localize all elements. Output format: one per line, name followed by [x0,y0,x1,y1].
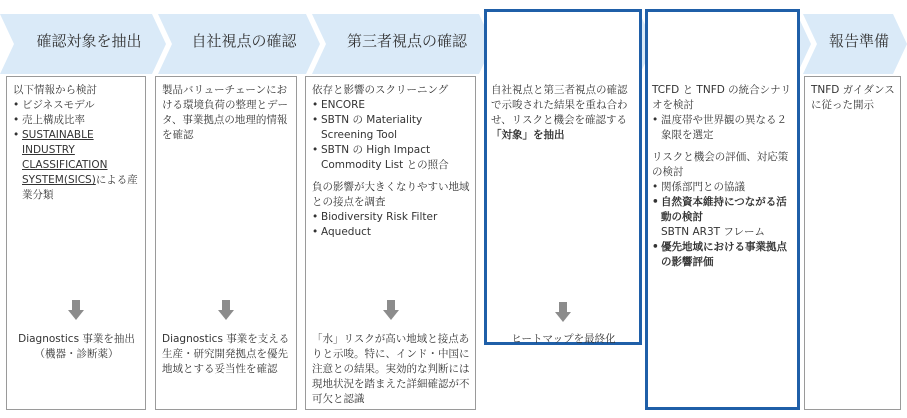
col3-bullet-aqueduct: • Aqueduct [312,225,470,240]
col1-bullet-3 [13,128,140,203]
step-title-6: 報告準備 [828,32,889,50]
col5-intro1: TCFD と TNFD の統合シナリオを検討 [652,84,792,111]
sics-suffix: による産業分類 [22,174,138,201]
column-report-preparation [804,76,901,410]
col2-body: 製品バリューチェーンにおける環境負荷の整理とデータ、事業拠点の地理的情報を確認 [162,84,288,141]
column-2-body [162,83,291,143]
col1-intro: 以下情報から検討 [13,84,97,96]
column-confirm-dependency-impact [484,9,642,345]
col6-body: TNFD ガイダンスに従った開示 [811,84,895,111]
column-extract-target [6,76,146,410]
step-title-3: 第三者視点の確認 [346,32,467,50]
col1-result: Diagnostics 事業を抽出（機器・診断薬） [18,333,135,360]
column-3-body [312,83,470,240]
column-risk-opportunity-evaluation [645,9,800,410]
col3-bullets2 [312,210,470,240]
col3-result: 「水」リスクが高い地域と接点ありと示唆。特に、インド・中国に注意との結果。実効的な判断には現地状況を踏まえた詳細確認が不可欠と認識 [312,333,470,405]
column-5-body [652,83,794,270]
col4-body: 自社視点と第三者視点の確認で示唆された結果を重ね合わせ、リスクと機会を確認する「対象」を抽出 [491,84,628,141]
col3-intro1: 依存と影響のスクリーニング [312,84,449,96]
col5-bullets1 [652,113,794,143]
col5-intro2: リスクと機会の評価、対応策の検討 [652,151,789,178]
sics-link[interactable]: SUSTAINABLE INDUSTRY CLASSIFICATION SYSTEM(SICS) [22,129,108,186]
col5-bullet-priority-area: • 優先地域における事業拠点の影響評価 [652,240,794,270]
down-arrow-icon [218,300,234,322]
col3-bullet-materiality: • SBTN の Materiality Screening Tool [312,113,470,143]
col1-bullets [13,98,140,203]
step-title-2: 自社視点の確認 [191,32,297,50]
down-arrow-icon [555,302,571,324]
col5-sub-ar3t: SBTN AR3T フレーム [661,226,765,238]
column-4-body [491,83,636,143]
col5-bullets2 [652,180,794,270]
down-arrow-icon [68,300,84,322]
col3-intro2: 負の影響が大きくなりやすい地域との接点を調査 [312,181,470,208]
column-third-party-perspective [305,76,476,410]
col1-bullet-2: • 売上構成比率 [13,113,140,128]
col5-bullet-consult: • 関係部門との協議 [652,180,794,195]
col3-bullet-encore: • ENCORE [312,98,470,113]
step-title-1: 確認対象を抽出 [36,32,142,50]
column-1-body [13,83,140,203]
column-6-body [811,83,895,113]
column-own-perspective [155,76,297,410]
col2-result: Diagnostics 事業を支える生産・研究開発拠点を優先地域とする妥当性を確認 [162,333,290,375]
col1-bullet-1: • ビジネスモデル [13,98,140,113]
down-arrow-icon [383,300,399,322]
col3-bullet-commodity: • SBTN の High Impact Commodity List との照合 [312,143,470,173]
col4-body-bold: 「対象」を抽出 [491,129,565,141]
col4-result: ヒートマップを最終化 [511,333,616,345]
col3-bullet-brf: • Biodiversity Risk Filter [312,210,470,225]
col5-bullet-natural-capital: • 自然資本維持につながる活動の検討 [652,195,794,225]
col5-bullet-quadrant: • 温度帯や世界観の異なる２象限を選定 [652,113,794,143]
col3-bullets1 [312,98,470,173]
